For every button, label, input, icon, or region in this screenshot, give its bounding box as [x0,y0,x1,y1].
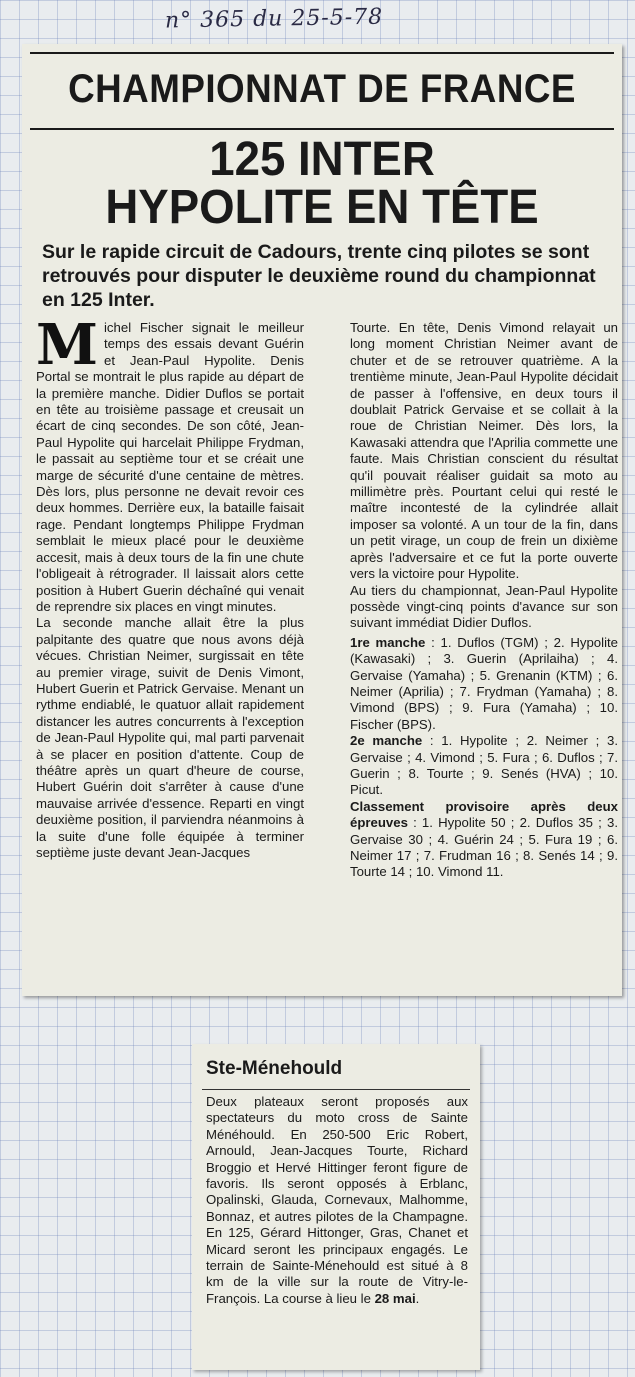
article-body [206,1094,468,1307]
body-end: . [415,1290,420,1306]
article-title: Ste-Ménehould [206,1058,343,1079]
results-text: : 1. Hypolite 50 ; 2. Duflos 35 ; 3. Gervaise 30 ; 4. Guérin 24 ; 5. Fura 19 ; 6. Neimer 17 ; 7. Frudman 16 ; 8. Senés 14 ; 9. Tourte 14 ; 10. Vimond 11. [350,815,618,880]
results-label: 1re manche [350,634,426,650]
article-deck: Sur le rapide circuit de Cadours, trente cinq pilotes se sont retrouvés pour disputer le deuxième round du championnat en 125 Inter. [42,241,596,311]
paragraph [36,312,304,615]
top-rule [30,52,614,54]
paragraph: La seconde manche allait être la plus palpitante des quatre que nous avons déjà vécues. Christian Neimer, surgissait en tête au premier virage, suivit de Denis Vimont, Hubert Guerin et Patrick Gervaise. Menant un rythme endiablé, le quatuor allait rapidement distancer les autres concurrents à l'exception de Jean-Paul Hypolite qui, mal parti parvenait à se placer en position d'attente. Coup de théâtre après un quart d'heure de course, Hubert Guérin doit s'arrêter à cause d'une mauvaise arrivée d'essence. Reparti en vingt deuxième position, il parviendra néanmoins à la suite d'une folle équipée à terminer septième juste devant Jean-Jacques [36,615,304,860]
paragraph-text: ichel Fischer signait le meilleur temps des essais devant Guérin et Jean-Paul Hypolite. Denis Portal se montrait le plus rapide au départ de la première manche. Didier Duflos se portait en tête au troisième passage et creusait un écart de cinq secondes. De son côté, Jean-Paul Hypolite qui harcelait Philippe Frydman, le passait au septième tour et se créait une marge de sécurité d'une centaine de mètres. Dès lors, plus personne ne devait revoir ces deux hommes. Derrière eux, la bataille faisait rage. Pendant longtemps Philippe Frydman semblait le mieux placé pour le deuxième accesit, mais à deux tours de la fin une chute l'obligeait à rétrograder. Il laissait alors cette position à Hubert Guerin déchaîné qui venait de reprendre six places en vingt minutes. [36,320,304,614]
headline [22,133,622,234]
section-banner: CHAMPIONNAT DE FRANCE [68,67,576,111]
body-text: Deux plateaux seront proposés aux spectateurs du moto cross de Sainte Ménéhould. En 250-500 Eric Robert, Arnould, Jean-Jacques Tourte, Richard Broggio et Hervé Hittinger feront figure de favoris. Ils seront opposés à Erblanc, Opalinski, Glauda, Cornevaux, Malhomme, Bonnaz, et autres pilotes de la Champagne. En 125, Gérard Hittonger, Gras, Chanet et Micard seront les principaux engagés. Le terrain de Sainte-Ménehould est situé à 8 km de la ville sur la route de Vitry-le-François. La course à lieu le [206,1094,468,1306]
article-column-left [36,312,304,861]
results-classement [350,799,618,881]
results-text: : 1. Duflos (TGM) ; 2. Hypolite (Kawasaki) ; 3. Guerin (Aprilaiha) ; 4. Gervaise (Yamaha) ; 5. Grenanin (KTM) ; 6. Neimer (Aprilia) ; 7. Frydman (Yamaha) ; 8. Vimond (BPS) ; 9. Fura (Yamaha) ; 10. Fischer (BPS). [350,634,619,732]
banner-rule [30,128,614,130]
headline-line-1: 125 INTER [209,133,435,186]
article-clipping-ste-menehould [192,1044,480,1370]
results-text: : 1. Hypolite ; 2. Neimer ; 3. Gervaise ; 4. Vimond ; 5. Fura ; 6. Duflos ; 7. Guerin ; 8. Tourte ; 9. Senés (HVA) ; 10. Picut. [350,733,618,798]
results-manche-2 [350,733,618,799]
headline-line-2: HYPOLITE EN TÊTE [105,181,539,234]
race-date: 28 mai [374,1290,416,1306]
results-label: 2e manche [350,733,423,749]
paragraph: Tourte. En tête, Denis Vimond relayait un long moment Christian Neimer avant de chuter et de se retrouver quatrième. A la trentième minute, Jean-Paul Hypolite décidait de passer à l'offensive, en deux tours il doublait Patrick Gervaise et se collait à la roue de Christian Neimer. Dès lors, la Kawasaki attendra que l'Aprilia commette une faute. Mais Christian conscient du résultat qu'il pouvait réaliser guidait sa moto au millimètre près. Pourtant celui qui resté le maître incontesté de la cylindrée allait imposer sa volonté. A un tour de la fin, dans un petit virage, un coup de frein un dixième après l'adversaire et ce fut la porte ouverte vers la victoire pour Hypolite. [350,320,618,582]
title-rule [202,1089,470,1090]
article-clipping-championnat [22,44,622,996]
results-label: Classement provisoire après deux épreuves [350,798,618,831]
handwritten-note: n° 365 du 25-5-78 [164,4,384,34]
drop-cap: M [36,312,98,378]
paragraph: Au tiers du championnat, Jean-Paul Hypolite possède vingt-cinq points d'avance sur son suivant immédiat Didier Duflos. [350,582,618,631]
article-column-right [350,320,618,881]
results-manche-1 [350,635,618,733]
